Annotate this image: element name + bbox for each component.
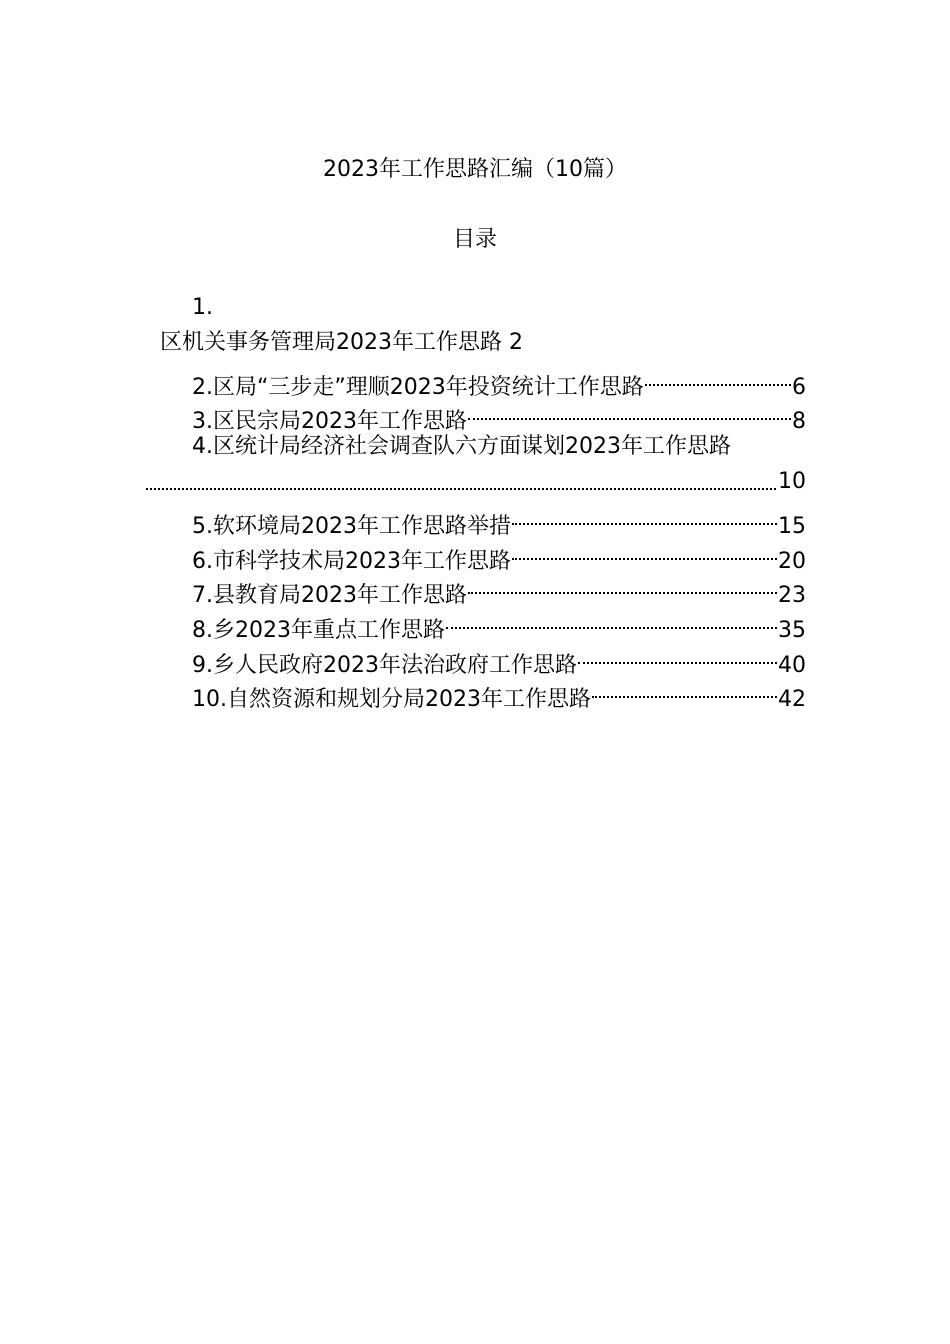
toc-entry-6-label: 6.市科学技术局2023年工作思路 — [192, 549, 511, 574]
toc-entry-10-label: 10.自然资源和规划分局2023年工作思路 — [192, 687, 591, 712]
dot-leader — [468, 396, 791, 428]
dot-leader — [512, 501, 777, 533]
toc-entry-4-label[interactable]: 4.区统计局经济社会调查队六方面谋划2023年工作思路 — [192, 434, 731, 459]
toc-entry-1-page: 2 — [509, 330, 523, 355]
toc-entry-1[interactable] — [160, 327, 523, 359]
toc-entry-5[interactable] — [192, 501, 806, 539]
toc-entry-6-page: 20 — [778, 549, 806, 574]
toc-entry-1-label: 区机关事务管理局2023年工作思路 — [160, 330, 502, 355]
toc-entry-3-page: 8 — [792, 409, 806, 434]
toc-entry-9[interactable] — [192, 640, 806, 678]
toc-entry-7[interactable] — [192, 570, 806, 608]
toc-entry-2[interactable] — [192, 362, 806, 400]
toc-entry-10[interactable] — [192, 674, 806, 712]
dot-leader — [146, 466, 776, 498]
dot-leader — [468, 570, 777, 602]
toc-entry-1-number[interactable]: 1. — [192, 295, 213, 320]
dot-leader — [592, 674, 777, 706]
dot-leader — [512, 536, 777, 568]
document-title: 2023年工作思路汇编（10篇） — [323, 157, 627, 182]
dot-leader — [446, 605, 777, 637]
toc-entry-4-page[interactable]: 10 — [778, 469, 806, 494]
dot-leader — [645, 362, 791, 394]
toc-entry-8-label: 8.乡2023年重点工作思路 — [192, 618, 445, 643]
toc-entry-7-page: 23 — [778, 583, 806, 608]
toc-heading: 目录 — [452, 227, 497, 252]
toc-entry-7-label: 7.县教育局2023年工作思路 — [192, 583, 467, 608]
toc-entry-10-page: 42 — [778, 687, 806, 712]
toc-entry-2-label: 2.区局“三步走”理顺2023年投资统计工作思路 — [192, 375, 644, 400]
toc-entry-5-page: 15 — [778, 514, 806, 539]
toc-entry-3[interactable] — [192, 396, 806, 434]
toc-entry-9-label: 9.乡人民政府2023年法治政府工作思路 — [192, 653, 577, 678]
dot-leader — [578, 640, 777, 672]
toc-entry-9-page: 40 — [778, 653, 806, 678]
toc-entry-8[interactable] — [192, 605, 806, 643]
toc-entry-3-label: 3.区民宗局2023年工作思路 — [192, 409, 467, 434]
toc-entry-2-page: 6 — [792, 375, 806, 400]
toc-entry-8-page: 35 — [778, 618, 806, 643]
toc-entry-6[interactable] — [192, 536, 806, 574]
toc-entry-5-label: 5.软环境局2023年工作思路举措 — [192, 514, 511, 539]
